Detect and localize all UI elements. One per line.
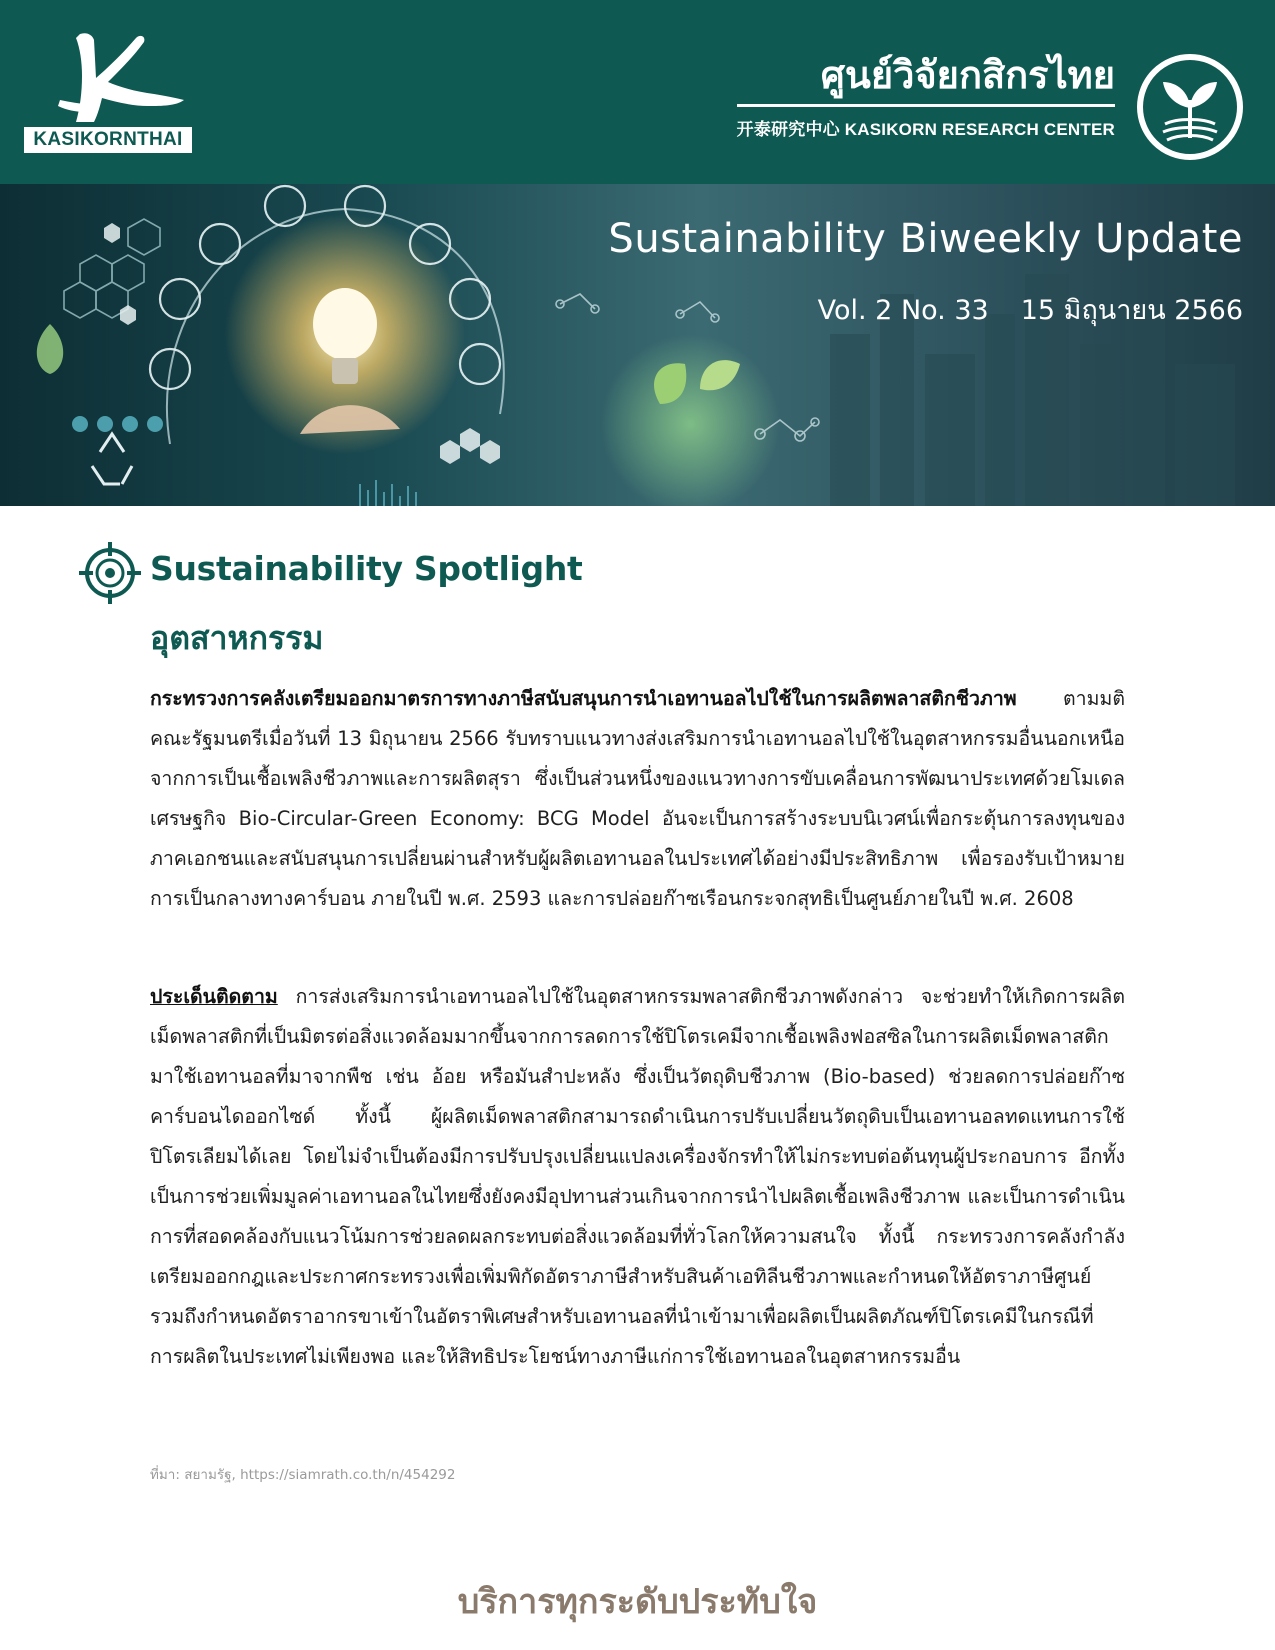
- issue-info: [818, 288, 1243, 331]
- paragraph-2-headline: ประเด็นติดตาม: [150, 985, 278, 1008]
- paragraph-1-headline: กระทรวงการคลังเตรียมออกมาตรการทางภาษีสนับสนุนการนำเอทานอลไปใช้ในการผลิตพลาสติกชีวภาพ: [150, 687, 1017, 710]
- section-title: อุตสาหกรรม: [150, 619, 324, 657]
- header-bar: [0, 0, 1275, 184]
- research-center-title: [737, 52, 1115, 140]
- footer-slogan: บริการทุกระดับประทับใจ: [457, 1582, 818, 1622]
- article-paragraph-1: [150, 679, 1125, 919]
- article-paragraph-2: [150, 977, 1125, 1377]
- kasikornthai-logo: [24, 26, 194, 156]
- issue-date: 15 มิถุนายน 2566: [1020, 295, 1243, 326]
- bank-name: KASIKORNTHAI: [24, 127, 192, 153]
- spotlight-heading: Sustainability Spotlight: [150, 549, 583, 588]
- paragraph-2-body: การส่งเสริมการนำเอทานอลไปใช้ในอุตสาหกรรมพลาสติกชีวภาพดังกล่าว จะช่วยทำให้เกิดการผลิตเม็ดพลาสติกที่เป็นมิตรต่อสิ่งแวดล้อมมากขึ้นจากการลดการใช้ปิโตรเคมีจากเชื้อเพลิงฟอสซิลในการผลิตเม็ดพลาสติกมาใช้เอทานอลที่มาจากพืช เช่น อ้อย หรือมันสำปะหลัง ซึ่งเป็นวัตถุดิบชีวภาพ (Bio-based) ช่วยลดการปล่อยก๊าซคาร์บอนไดออกไซด์ ทั้งนี้ ผู้ผลิตเม็ดพลาสติกสามารถดำเนินการปรับเปลี่ยนวัตถุดิบเป็นเอทานอลทดแทนการใช้ปิโตรเลียมได้เลย โดยไม่จำเป็นต้องมีการปรับปรุงเปลี่ยนแปลงเครื่องจักรทำให้ไม่กระทบต่อต้นทุนผู้ประกอบการ อีกทั้งเป็นการช่วยเพิ่มมูลค่าเอทานอลในไทยซึ่งยังคงมีอุปทานส่วนเกินจากการนำไปผลิตเชื้อเพลิงชีวภาพ และเป็นการดำเนินการที่สอดคล้องกับแนวโน้มการช่วยลดผลกระทบต่อสิ่งแวดล้อมที่ทั่วโลกให้ความสนใจ ทั้งนี้ กระทรวงการคลังกำลังเตรียมออกกฎและประกาศกระทรวงเพื่อเพิ่มพิกัดอัตราภาษีสำหรับสินค้าเอทิลีนชีวภาพและกำหนดให้อัตราภาษีศูนย์ รวมถึงกำหนดอัตราอากรขาเข้าในอัตราพิเศษสำหรับเอทานอลที่นำเข้ามาเพื่อผลิตเป็นผลิตภัณฑ์ปิโตรเคมีในกรณีที่การผลิตในประเทศไม่เพียงพอ และให้สิทธิประโยชน์ทางภาษีแก่การใช้เอทานอลในอุตสาหกรรมอื่น: [150, 985, 1125, 1368]
- kasikorn-emblem-icon: [1135, 52, 1245, 162]
- research-center-eng: 开泰研究中心 KASIKORN RESEARCH CENTER: [736, 120, 1115, 139]
- research-center-thai: ศูนย์วิจัยกสิกรไทย: [737, 52, 1115, 107]
- kasikorn-k-logo-icon: [50, 26, 190, 126]
- source-citation: ที่มา: สยามรัฐ, https://siamrath.co.th/n/454292: [150, 1467, 456, 1483]
- newsletter-title: Sustainability Biweekly Update: [608, 216, 1243, 262]
- recycle-icon: [92, 434, 132, 484]
- paragraph-1-body: ตามมติคณะรัฐมนตรีเมื่อวันที่ 13 มิถุนายน 2566 รับทราบแนวทางส่งเสริมการนำเอทานอลไปใช้ในอุตสาหกรรมอื่นนอกเหนือจากการเป็นเชื้อเพลิงชีวภาพและการผลิตสุรา ซึ่งเป็นส่วนหนึ่งของแนวทางการขับเคลื่อนการพัฒนาประเทศด้วยโมเดลเศรษฐกิจ Bio-Circular-Green Economy: BCG Model อันจะเป็นการสร้างระบบนิเวศน์เพื่อกระตุ้นการลงทุนของภาคเอกชนและสนับสนุนการเปลี่ยนผ่านสำหรับผู้ผลิตเอทานอลในประเทศได้อย่างมีประสิทธิภาพ เพื่อรองรับเป้าหมายการเป็นกลางทางคาร์บอน ภายในปี พ.ศ. 2593 และการปล่อยก๊าซเรือนกระจกสุทธิเป็นศูนย์ภายในปี พ.ศ. 2608: [150, 687, 1125, 910]
- issue-volume: Vol. 2 No. 33: [817, 295, 989, 326]
- target-icon: [78, 541, 142, 605]
- newsletter-banner: [0, 184, 1275, 506]
